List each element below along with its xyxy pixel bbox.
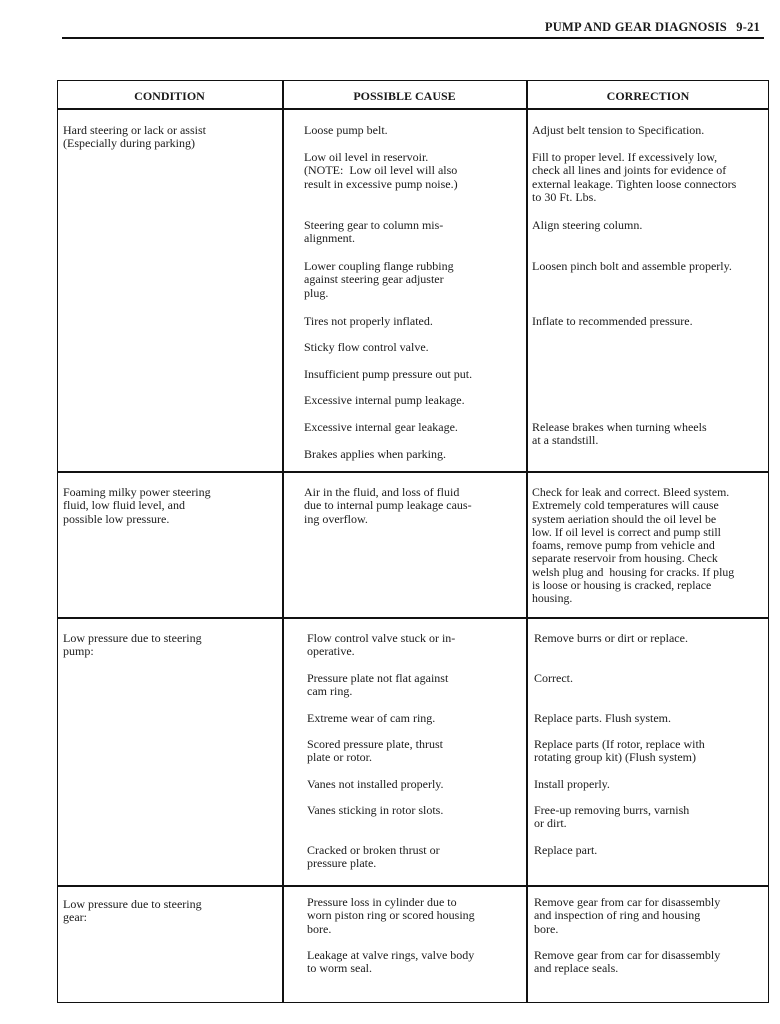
cause-cell: Loose pump belt. xyxy=(304,123,388,137)
correction-cell: Remove gear from car for disassembly and inspection of ring and housing bore. xyxy=(534,895,721,936)
correction-cell: Replace parts. Flush system. xyxy=(534,711,671,725)
section-divider xyxy=(57,471,769,473)
cause-cell: Scored pressure plate, thrust plate or rotor. xyxy=(307,737,443,765)
header-rule xyxy=(62,37,764,39)
correction-cell: Fill to proper level. If excessively low, check all lines and joints for evidence of external leakage. Tighten loose connectors to 30 Ft. Lbs. xyxy=(532,150,737,204)
correction-cell: Replace parts (If rotor, replace with rotating group kit) (Flush system) xyxy=(534,737,705,765)
column-divider xyxy=(282,80,284,1003)
column-header-possible-cause: POSSIBLE CAUSE xyxy=(353,89,456,103)
correction-cell: Adjust belt tension to Specification. xyxy=(532,123,705,137)
section-divider xyxy=(57,617,769,619)
cause-cell: Tires not properly inflated. xyxy=(304,314,433,328)
cause-cell: Insufficient pump pressure out put. xyxy=(304,367,473,381)
cause-cell: Low oil level in reservoir. (NOTE: Low oil level will also result in excessive pump noise.) xyxy=(304,150,458,191)
correction-cell: Check for leak and correct. Bleed system. Extremely cold temperatures will cause system aeriation should the oil level be low. If oil level is correct and pump still foams, remove pump from vehicle and separate reservoir from housing. Check welsh plug and housing for cracks. If plug is loose or housing is cracked, replace housing. xyxy=(532,485,735,606)
column-header-correction: CORRECTION xyxy=(606,89,690,103)
cause-cell: Flow control valve stuck or in- operative. xyxy=(307,631,456,659)
correction-cell: Install properly. xyxy=(534,777,610,791)
condition-cell: Hard steering or lack or assist (Especially during parking) xyxy=(63,123,206,151)
cause-cell: Leakage at valve rings, valve body to worm seal. xyxy=(307,948,475,976)
column-divider xyxy=(526,80,528,1003)
page-header xyxy=(545,20,760,35)
cause-cell: Vanes sticking in rotor slots. xyxy=(307,803,444,817)
header-row-divider xyxy=(57,108,769,110)
correction-cell: Loosen pinch bolt and assemble properly. xyxy=(532,259,732,273)
cause-cell: Excessive internal gear leakage. xyxy=(304,420,458,434)
correction-cell: Free-up removing burrs, varnish or dirt. xyxy=(534,803,690,831)
cause-cell: Pressure loss in cylinder due to worn piston ring or scored housing bore. xyxy=(307,895,475,936)
correction-cell: Release brakes when turning wheels at a standstill. xyxy=(532,420,707,448)
correction-cell: Replace part. xyxy=(534,843,598,857)
cause-cell: Lower coupling flange rubbing against steering gear adjuster plug. xyxy=(304,259,454,300)
cause-cell: Cracked or broken thrust or pressure plate. xyxy=(307,843,440,871)
cause-cell: Air in the fluid, and loss of fluid due to internal pump leakage caus- ing overflow. xyxy=(304,485,472,526)
cause-cell: Extreme wear of cam ring. xyxy=(307,711,436,725)
column-header-condition: CONDITION xyxy=(134,89,205,103)
cause-cell: Brakes applies when parking. xyxy=(304,447,446,461)
correction-cell: Remove burrs or dirt or replace. xyxy=(534,631,688,645)
header-title: PUMP AND GEAR DIAGNOSIS xyxy=(544,20,727,34)
cause-cell: Excessive internal pump leakage. xyxy=(304,393,465,407)
cause-cell: Pressure plate not flat against cam ring. xyxy=(307,671,449,699)
correction-cell: Remove gear from car for disassembly and replace seals. xyxy=(534,948,721,976)
page-number: 9-21 xyxy=(736,20,760,34)
condition-cell: Low pressure due to steering gear: xyxy=(63,897,202,925)
correction-cell: Correct. xyxy=(534,671,573,685)
cause-cell: Sticky flow control valve. xyxy=(304,340,429,354)
correction-cell: Inflate to recommended pressure. xyxy=(532,314,693,328)
section-divider xyxy=(57,885,769,887)
cause-cell: Vanes not installed properly. xyxy=(307,777,444,791)
condition-cell: Low pressure due to steering pump: xyxy=(63,631,202,659)
condition-cell: Foaming milky power steering fluid, low fluid level, and possible low pressure. xyxy=(63,485,211,526)
cause-cell: Steering gear to column mis- alignment. xyxy=(304,218,444,246)
correction-cell: Align steering column. xyxy=(532,218,643,232)
